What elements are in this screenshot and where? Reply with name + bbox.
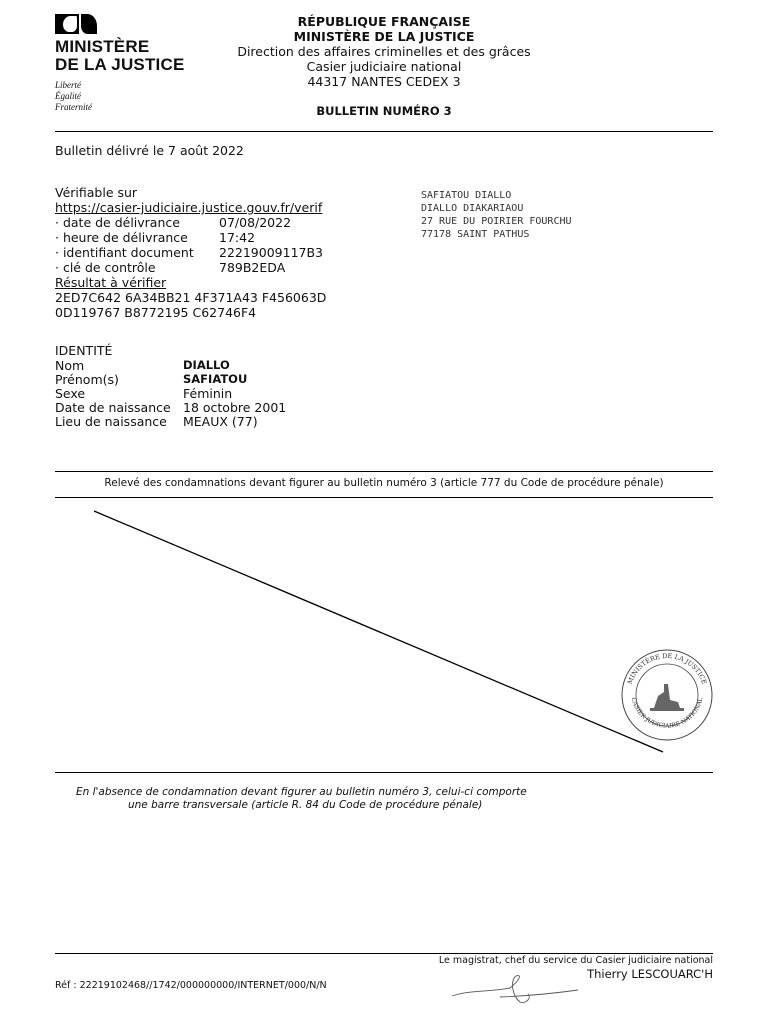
- field-value: 17:42: [219, 230, 256, 245]
- identity-value: Féminin: [183, 386, 233, 401]
- identity-value: SAFIATOU: [183, 372, 248, 386]
- address-line: DIALLO DIAKARIAOU: [421, 203, 524, 214]
- field-value: 07/08/2022: [219, 215, 292, 230]
- identity-value: DIALLO: [183, 358, 230, 372]
- document-reference: Réf : 22219102468//1742/000000000/INTERNET/000/N/N: [55, 980, 327, 991]
- identity-label: Sexe: [55, 386, 86, 401]
- header-ministry: MINISTÈRE DE LA JUSTICE: [293, 29, 475, 44]
- result-label: Résultat à vérifier: [55, 275, 167, 290]
- identity-label: Lieu de naissance: [55, 414, 167, 429]
- field-value: 789B2EDA: [219, 260, 286, 275]
- field-label: · heure de délivrance: [55, 230, 188, 245]
- seal-text-top: MINISTÈRE DE LA JUSTICE: [625, 651, 709, 686]
- magistrate-title: Le magistrat, chef du service du Casier judiciaire national: [438, 955, 713, 966]
- convictions-header: Relevé des condamnations devant figurer au bulletin numéro 3 (article 777 du Code de procédure pénale): [104, 477, 664, 489]
- address-line: 77178 SAINT PATHUS: [421, 229, 530, 240]
- magistrate-name: Thierry LESCOUARC'H: [587, 967, 713, 981]
- divider-footer: [55, 953, 713, 954]
- identity-value: MEAUX (77): [183, 414, 258, 429]
- motto-liberte: Liberté: [55, 80, 81, 90]
- identity-label: Prénom(s): [55, 372, 119, 387]
- logo-line-1: MINISTÈRE: [55, 37, 150, 56]
- result-code-line-1: 2ED7C642 6A34BB21 4F371A43 F456063D: [55, 290, 327, 305]
- field-label: · clé de contrôle: [55, 260, 156, 275]
- header-republic: RÉPUBLIQUE FRANÇAISE: [297, 14, 471, 29]
- field-label: · identifiant document: [55, 245, 194, 260]
- svg-text:MINISTÈRE DE LA JUSTICE: [626, 652, 709, 686]
- motto-egalite: Égalité: [55, 91, 81, 101]
- divider-note: [55, 772, 713, 773]
- result-code-line-2: 0D119767 B8772195 C62746F4: [55, 305, 257, 320]
- address-line: 27 RUE DU POIRIER FOURCHU: [421, 216, 572, 227]
- note-line-1: En l'absence de condamnation devant figurer au bulletin numéro 3, celui-ci comporte: [76, 786, 527, 798]
- verifiable-label: Vérifiable sur: [55, 185, 138, 200]
- issue-date: Bulletin délivré le 7 août 2022: [55, 143, 244, 158]
- address-line: SAFIATOU DIALLO: [421, 190, 512, 201]
- identity-heading: IDENTITÉ: [55, 343, 113, 358]
- seal-text-bottom: CASIER JUDICIAIRE NATIONAL: [629, 696, 705, 730]
- header-service: Casier judiciaire national: [306, 59, 462, 74]
- header-direction: Direction des affaires criminelles et des grâces: [237, 44, 531, 59]
- motto-fraternite: Fraternité: [55, 102, 92, 112]
- verification-link[interactable]: https://casier-judiciaire.justice.gouv.fr/verif: [55, 200, 323, 215]
- identity-value: 18 octobre 2001: [183, 400, 287, 415]
- signature-icon: [450, 970, 580, 1008]
- header-address: 44317 NANTES CEDEX 3: [307, 74, 461, 89]
- identity-label: Date de naissance: [55, 400, 171, 415]
- bulletin-title: BULLETIN NUMÉRO 3: [316, 104, 452, 118]
- note-line-2: une barre transversale (article R. 84 du Code de procédure pénale): [128, 799, 483, 811]
- logo-line-2: DE LA JUSTICE: [55, 55, 185, 74]
- field-label: · date de délivrance: [55, 215, 180, 230]
- field-value: 22219009117B3: [219, 245, 324, 260]
- identity-label: Nom: [55, 358, 85, 373]
- official-seal-icon: [620, 648, 714, 742]
- transversal-line: [94, 511, 663, 752]
